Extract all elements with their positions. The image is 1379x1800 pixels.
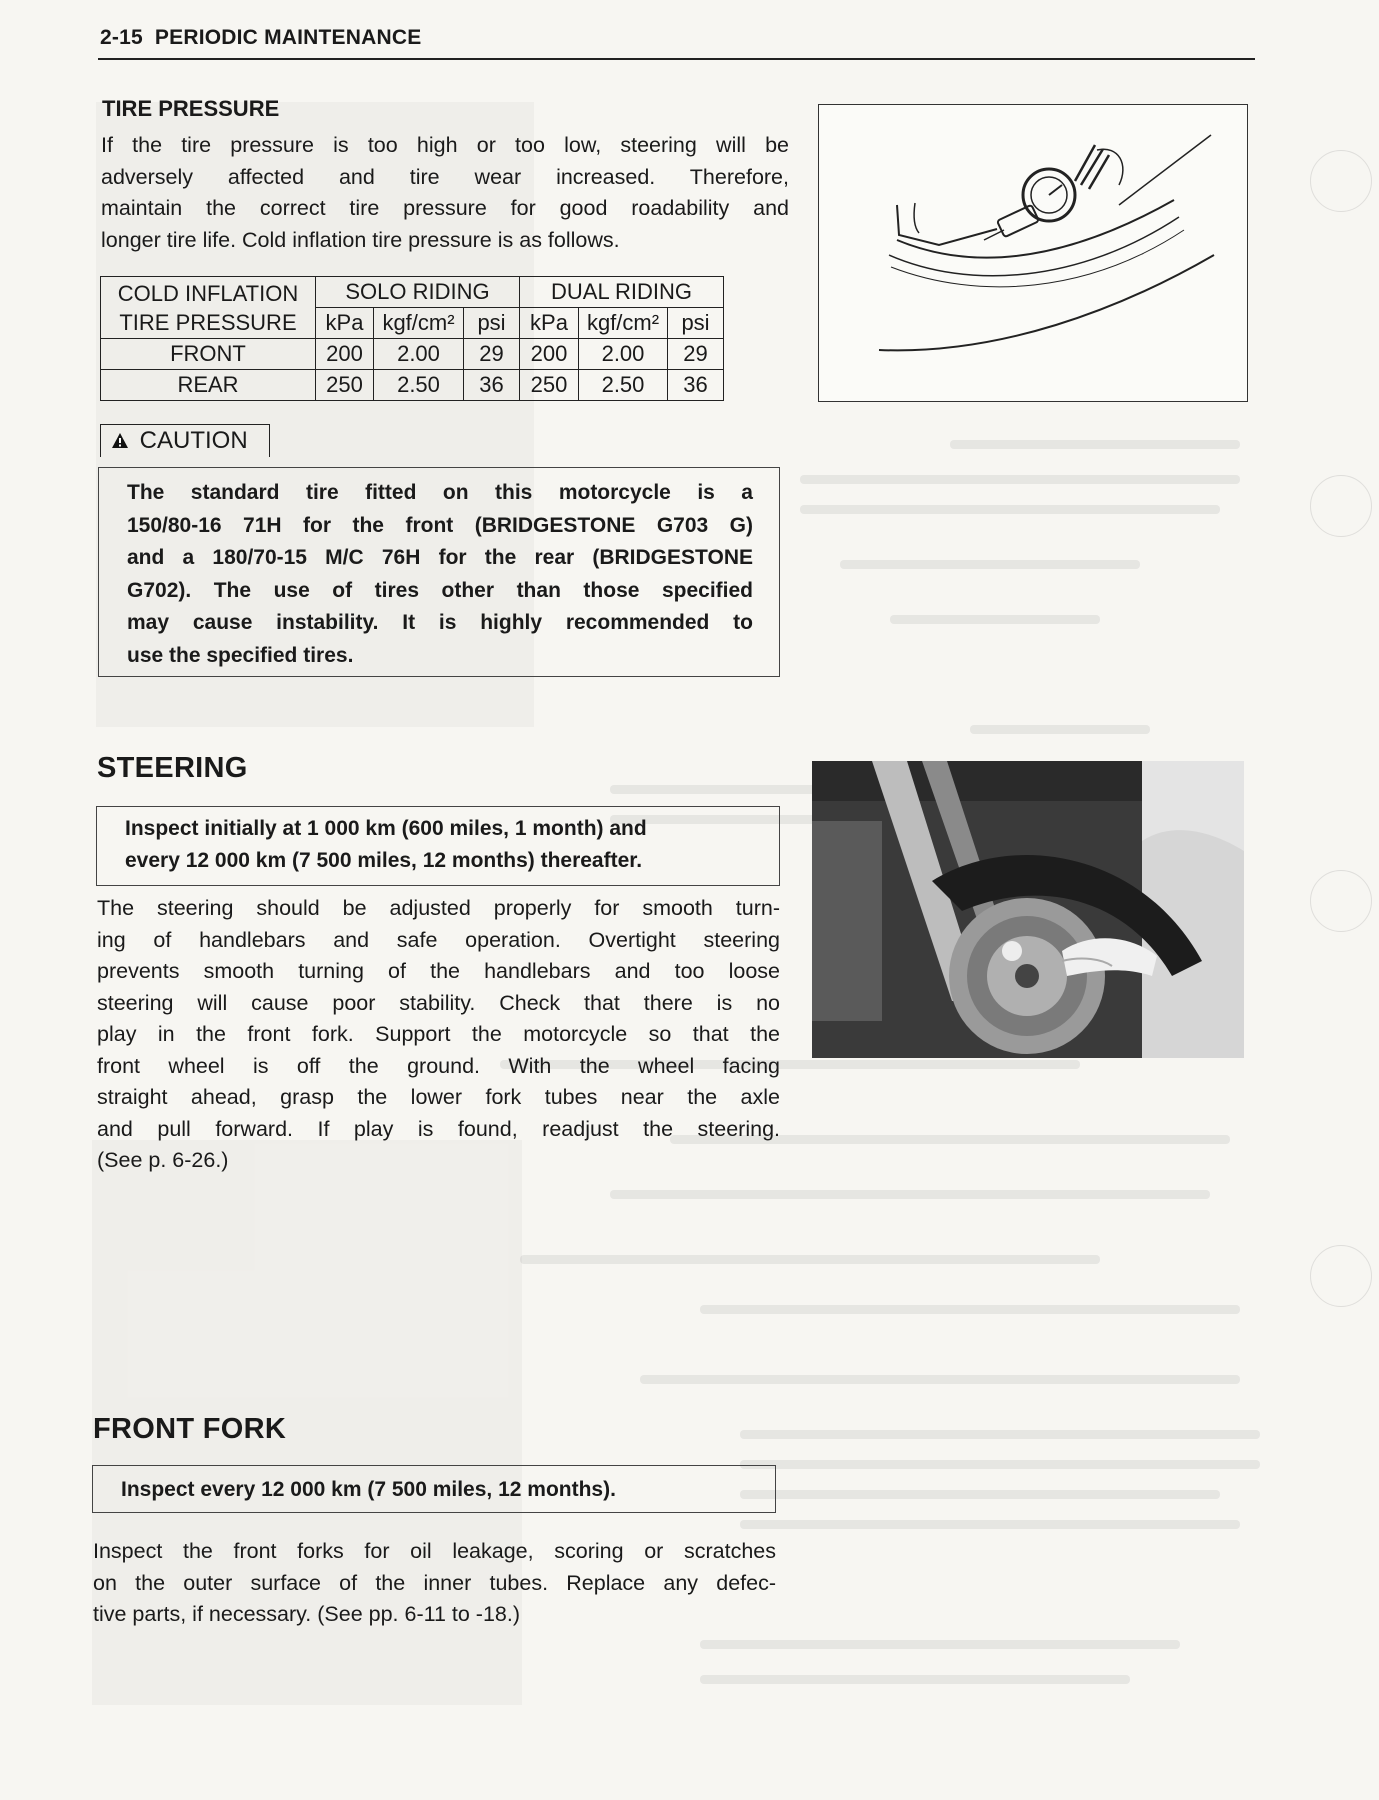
table-cell: 29 bbox=[464, 339, 520, 370]
text-line: The steering should be adjusted properly for smooth turn- bbox=[97, 896, 780, 920]
unit-header: kPa bbox=[316, 308, 374, 339]
caution-box bbox=[98, 467, 780, 677]
binder-hole-mark bbox=[1310, 150, 1372, 212]
steering-paragraph bbox=[97, 893, 780, 1177]
text-line: longer tire life. Cold inflation tire pressure is as follows. bbox=[101, 227, 620, 252]
section-title: PERIODIC MAINTENANCE bbox=[154, 26, 422, 49]
text-line: tive parts, if necessary. (See pp. 6-11 to -18.) bbox=[93, 1602, 521, 1626]
binder-hole-mark bbox=[1310, 870, 1372, 932]
text-line: (See p. 6-26.) bbox=[97, 1148, 229, 1172]
corner-header-line: COLD INFLATION bbox=[117, 280, 299, 306]
text-line: play in the front fork. Support the motorcycle so that the bbox=[97, 1022, 780, 1046]
text-line: The standard tire fitted on this motorcycle is a bbox=[127, 481, 753, 504]
table-cell: 200 bbox=[316, 339, 374, 370]
tire-pressure-paragraph bbox=[101, 130, 789, 256]
steering-inspect-box bbox=[96, 806, 780, 886]
text-line: steering will cause poor stability. Check that there is no bbox=[97, 990, 780, 1015]
table-row bbox=[101, 370, 724, 401]
front-fork-heading: FRONT FORK bbox=[93, 1413, 287, 1445]
table-cell: 2.50 bbox=[579, 370, 668, 401]
caution-text bbox=[127, 477, 753, 672]
table-cell: 2.50 bbox=[374, 370, 464, 401]
text-line: use the specified tires. bbox=[127, 643, 354, 667]
corner-header-cell bbox=[101, 277, 316, 339]
page-header bbox=[100, 26, 421, 50]
unit-header: kgf/cm² bbox=[374, 308, 464, 339]
text-line: prevents smooth turning of the handlebars and too loose bbox=[97, 959, 780, 983]
group-header-dual: DUAL RIDING bbox=[520, 277, 724, 308]
tire-gauge-illustration bbox=[818, 104, 1248, 402]
text-line: maintain the correct tire pressure for good roadability and bbox=[101, 196, 789, 220]
table-cell: 200 bbox=[520, 339, 579, 370]
tire-gauge-icon bbox=[819, 105, 1246, 400]
text-line: G702). The use of tires other than those specified bbox=[127, 578, 753, 602]
warning-triangle-icon bbox=[111, 426, 129, 458]
caution-text-label: CAUTION bbox=[139, 427, 248, 454]
header-rule bbox=[98, 58, 1255, 60]
table-row bbox=[101, 277, 724, 308]
unit-header: kgf/cm² bbox=[579, 308, 668, 339]
text-line: Inspect initially at 1 000 km (600 miles, 1 month) and bbox=[125, 817, 647, 840]
text-line: on the outer surface of the inner tubes. Replace any defec- bbox=[93, 1570, 776, 1595]
unit-header: kPa bbox=[520, 308, 579, 339]
text-line: Inspect the front forks for oil leakage, scoring or scratches bbox=[93, 1539, 776, 1563]
steering-check-photo bbox=[812, 761, 1244, 1058]
unit-header: psi bbox=[668, 308, 724, 339]
unit-header: psi bbox=[464, 308, 520, 339]
group-header-solo: SOLO RIDING bbox=[316, 277, 520, 308]
text-line: and pull forward. If play is found, readjust the steering. bbox=[97, 1116, 780, 1141]
text-line: ing of handlebars and safe operation. Overtight steering bbox=[97, 927, 780, 952]
table-cell: 36 bbox=[464, 370, 520, 401]
text-line: every 12 000 km (7 500 miles, 12 months) thereafter. bbox=[125, 849, 643, 872]
table-cell: 36 bbox=[668, 370, 724, 401]
binder-hole-mark bbox=[1310, 1245, 1372, 1307]
text-line: straight ahead, grasp the lower fork tubes near the axle bbox=[97, 1085, 780, 1109]
table-cell: 250 bbox=[316, 370, 374, 401]
page-number: 2-15 bbox=[100, 26, 143, 49]
tire-pressure-heading: TIRE PRESSURE bbox=[102, 96, 280, 121]
text-line: 150/80-16 71H for the front (BRIDGESTONE G703 G) bbox=[127, 513, 753, 537]
text-line: adversely affected and tire wear increased. Therefore, bbox=[101, 164, 789, 189]
inspect-text: Inspect every 12 000 km (7 500 miles, 12 months). bbox=[121, 1478, 616, 1501]
table-cell: 29 bbox=[668, 339, 724, 370]
table-row bbox=[101, 339, 724, 370]
bleed-through-lines bbox=[800, 420, 1260, 1750]
steering-heading: STEERING bbox=[97, 752, 248, 784]
text-line: If the tire pressure is too high or too low, steering will be bbox=[101, 133, 789, 157]
corner-header-line: TIRE PRESSURE bbox=[119, 309, 297, 335]
tire-pressure-table bbox=[100, 276, 724, 401]
binder-hole-mark bbox=[1310, 475, 1372, 537]
front-fork-inspect-box bbox=[92, 1465, 776, 1513]
row-label: REAR bbox=[101, 370, 316, 401]
text-line: front wheel is off the ground. With the wheel facing bbox=[97, 1053, 780, 1078]
text-line: and a 180/70-15 M/C 76H for the rear (BRIDGESTONE bbox=[127, 546, 753, 569]
table-cell: 250 bbox=[520, 370, 579, 401]
row-label: FRONT bbox=[101, 339, 316, 370]
caution-label bbox=[100, 424, 270, 457]
table-cell: 2.00 bbox=[579, 339, 668, 370]
text-line: may cause instability. It is highly recommended to bbox=[127, 611, 753, 634]
steering-photo-icon bbox=[812, 761, 1244, 1058]
front-fork-paragraph bbox=[93, 1536, 776, 1631]
table-cell: 2.00 bbox=[374, 339, 464, 370]
